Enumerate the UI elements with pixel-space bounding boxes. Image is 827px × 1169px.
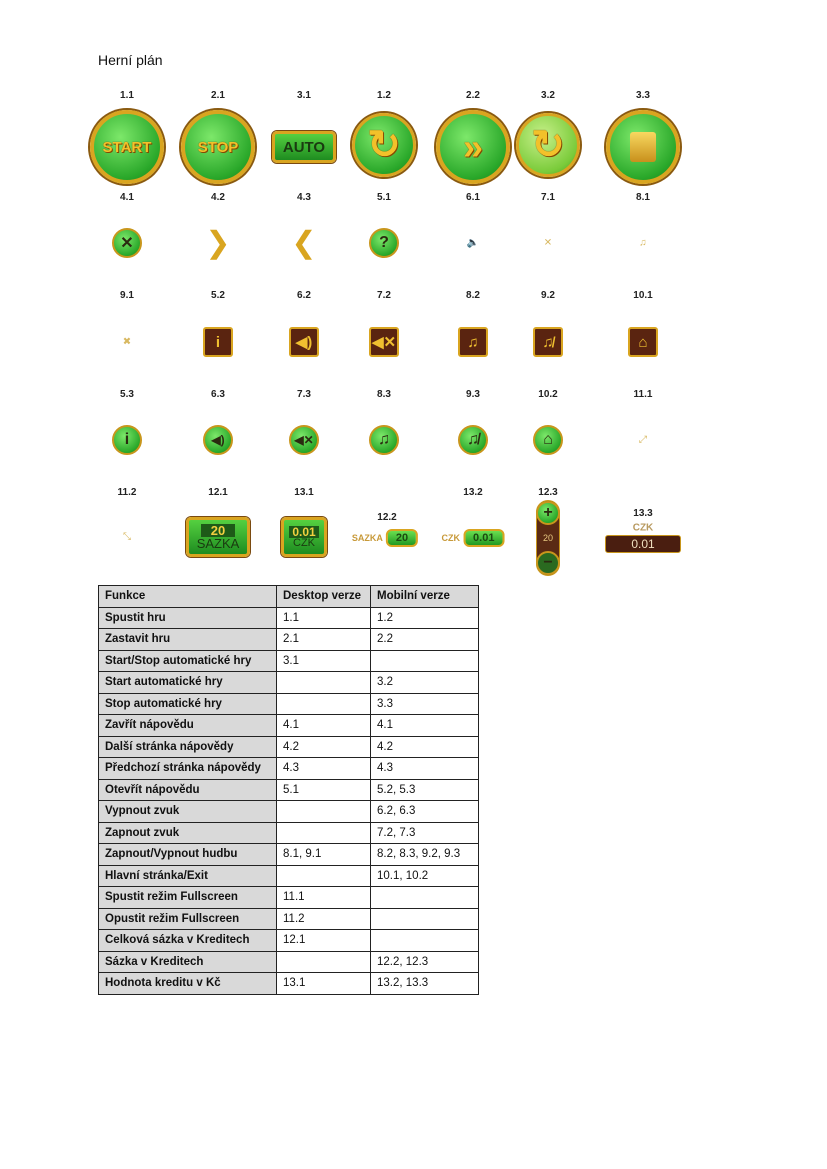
mobile-cell: 2.2: [371, 629, 479, 651]
fullscreen-exit-icon: ⤡: [123, 531, 131, 543]
mute-icon: ✕: [543, 237, 553, 249]
function-cell: Otevřít nápovědu: [99, 779, 277, 801]
function-cell: Spustit režim Fullscreen: [99, 887, 277, 909]
stop-button-icon: [181, 110, 255, 184]
column-header: Funkce: [99, 586, 277, 608]
table-row: [99, 629, 479, 651]
function-cell: Sázka v Kreditech: [99, 951, 277, 973]
sound-icon: 🔈: [466, 237, 480, 249]
minus-icon: −: [536, 551, 560, 575]
icon-number-label: 8.3: [377, 389, 391, 400]
table-row: [99, 908, 479, 930]
stop-square-icon: [606, 110, 680, 184]
function-cell: Spustit hru: [99, 607, 277, 629]
mobile-credit-field: [442, 529, 505, 547]
page-title: Herní plán: [98, 52, 163, 68]
icon-number-label: 5.2: [211, 290, 225, 301]
mobile-cell: 7.2, 7.3: [371, 822, 479, 844]
mobile-cell: 6.2, 6.3: [371, 801, 479, 823]
desktop-cell: 8.1, 9.1: [277, 844, 371, 866]
icon-number-label: 11.1: [633, 389, 653, 400]
icon-number-label: 10.1: [633, 290, 653, 301]
column-header: Desktop verze: [277, 586, 371, 608]
icon-number-label: 12.3: [538, 487, 558, 498]
icon-number-label: 6.2: [297, 290, 311, 301]
desktop-cell: 12.1: [277, 930, 371, 952]
mobile-cell: [371, 908, 479, 930]
icon-number-label: 6.3: [211, 389, 225, 400]
sound-circle-icon: ◀): [203, 425, 233, 455]
prev-page-knot-icon: ❮: [291, 226, 317, 260]
help-icon: ?: [369, 228, 399, 258]
function-cell: Zastavit hru: [99, 629, 277, 651]
desktop-cell: [277, 672, 371, 694]
icon-number-label: 13.2: [463, 487, 483, 498]
credit-label: CZK: [293, 536, 315, 549]
table-row: [99, 715, 479, 737]
column-header: Mobilní verze: [371, 586, 479, 608]
credit-pill: 0.01: [463, 529, 504, 547]
icon-number-label: 9.3: [466, 389, 480, 400]
function-cell: Hlavní stránka/Exit: [99, 865, 277, 887]
mobile-cell: 4.3: [371, 758, 479, 780]
icon-number-label: 10.2: [538, 389, 558, 400]
auto-button-icon: [272, 131, 336, 163]
icon-number-label: 9.2: [541, 290, 555, 301]
function-cell: Vypnout zvuk: [99, 801, 277, 823]
stop-label: STOP: [197, 138, 239, 156]
desktop-cell: [277, 693, 371, 715]
icon-number-label: 5.1: [377, 192, 391, 203]
icon-number-label: 4.3: [297, 192, 311, 203]
icon-number-label: 13.1: [294, 487, 314, 498]
icon-number-label: 6.1: [466, 192, 480, 203]
function-cell: Stop automatické hry: [99, 693, 277, 715]
mobile-cell: [371, 650, 479, 672]
table-row: [99, 779, 479, 801]
function-cell: Zapnout zvuk: [99, 822, 277, 844]
function-cell: Opustit režim Fullscreen: [99, 908, 277, 930]
icon-number-label: 7.3: [297, 389, 311, 400]
icon-number-label: 4.1: [120, 192, 134, 203]
mobile-bet-field: [352, 529, 418, 547]
function-cell: Start automatické hry: [99, 672, 277, 694]
auto-refresh-icon: ↻: [516, 113, 580, 177]
mobile-cell: 4.1: [371, 715, 479, 737]
mobile-cell: 12.2, 12.3: [371, 951, 479, 973]
mobile-cell: 3.3: [371, 693, 479, 715]
refresh-icon: ↻: [352, 113, 416, 177]
table-row: [99, 650, 479, 672]
desktop-cell: 3.1: [277, 650, 371, 672]
table-row: [99, 951, 479, 973]
mobile-cell: 10.1, 10.2: [371, 865, 479, 887]
icon-number-label: 11.2: [117, 487, 137, 498]
start-button-icon: [90, 110, 164, 184]
credit-currency-label: CZK: [632, 522, 654, 534]
desktop-cell: 5.1: [277, 779, 371, 801]
fast-forward-icon: »: [436, 110, 510, 184]
function-cell: Zapnout/Vypnout hudbu: [99, 844, 277, 866]
bet-stepper-icon: [536, 500, 560, 576]
table-row: [99, 844, 479, 866]
icon-number-label: 2.1: [211, 90, 225, 101]
desktop-cell: [277, 822, 371, 844]
sound-square-icon: ◀): [289, 327, 319, 357]
icon-number-label: 7.1: [541, 192, 555, 203]
music-icon: ♫: [639, 237, 647, 249]
icon-number-label: 8.1: [636, 192, 650, 203]
desktop-cell: 11.2: [277, 908, 371, 930]
icon-number-label: 3.1: [297, 90, 311, 101]
desktop-cell: [277, 951, 371, 973]
music-off-circle-icon: ♫̸: [458, 425, 488, 455]
home-circle-icon: ⌂: [533, 425, 563, 455]
bet-side-label: SAZKA: [351, 533, 383, 543]
mobile-cell: 13.2, 13.3: [371, 973, 479, 995]
mobile-cell: 8.2, 8.3, 9.2, 9.3: [371, 844, 479, 866]
mobile-cell: 3.2: [371, 672, 479, 694]
music-square-icon: ♫: [458, 327, 488, 357]
credit-value: 0.01: [289, 526, 318, 538]
next-page-knot-icon: ❯: [205, 226, 231, 260]
bet-value: 20: [201, 524, 235, 537]
table-row: [99, 930, 479, 952]
total-bet-icon: [186, 517, 250, 557]
bet-pill: 20: [386, 529, 418, 547]
mobile-cell: 4.2: [371, 736, 479, 758]
desktop-cell: 13.1: [277, 973, 371, 995]
icon-number-label: 5.3: [120, 389, 134, 400]
function-cell: Další stránka nápovědy: [99, 736, 277, 758]
desktop-cell: 4.2: [277, 736, 371, 758]
table-row: [99, 607, 479, 629]
function-cell: Zavřít nápovědu: [99, 715, 277, 737]
icon-number-label: 3.2: [541, 90, 555, 101]
table-row: [99, 887, 479, 909]
function-cell: Start/Stop automatické hry: [99, 650, 277, 672]
icon-number-label: 13.3: [633, 508, 653, 519]
table-row: [99, 758, 479, 780]
desktop-cell: [277, 801, 371, 823]
music-circle-icon: ♫: [369, 425, 399, 455]
table-row: [99, 822, 479, 844]
mobile-cell: [371, 930, 479, 952]
home-square-icon: ⌂: [628, 327, 658, 357]
desktop-cell: 1.1: [277, 607, 371, 629]
icon-number-label: 7.2: [377, 290, 391, 301]
icon-number-label: 12.2: [377, 512, 397, 523]
icon-number-label: 9.1: [120, 290, 134, 301]
credit-side-label: CZK: [441, 533, 461, 543]
table-row: [99, 736, 479, 758]
close-icon: ✕: [112, 228, 142, 258]
desktop-cell: [277, 865, 371, 887]
table-row: [99, 865, 479, 887]
icon-number-label: 3.3: [636, 90, 650, 101]
icon-number-label: 2.2: [466, 90, 480, 101]
stepper-value: 20: [542, 533, 553, 543]
mute-circle-icon: ◀✕: [289, 425, 319, 455]
icon-number-label: 4.2: [211, 192, 225, 203]
function-cell: Hodnota kreditu v Kč: [99, 973, 277, 995]
mobile-cell: 5.2, 5.3: [371, 779, 479, 801]
auto-label: AUTO: [282, 138, 326, 156]
table-row: [99, 973, 479, 995]
music-off-square-icon: ♫̸: [533, 327, 563, 357]
icon-number-label: 12.1: [208, 487, 228, 498]
function-cell: Předchozí stránka nápovědy: [99, 758, 277, 780]
desktop-cell: 11.1: [277, 887, 371, 909]
mobile-cell: 1.2: [371, 607, 479, 629]
desktop-cell: 2.1: [277, 629, 371, 651]
plus-icon: +: [536, 501, 560, 525]
desktop-cell: 4.3: [277, 758, 371, 780]
function-cell: Celková sázka v Kreditech: [99, 930, 277, 952]
info-circle-icon: i: [112, 425, 142, 455]
icon-number-label: 8.2: [466, 290, 480, 301]
table-row: [99, 801, 479, 823]
credit-value-icon: [281, 517, 327, 557]
table-row: [99, 693, 479, 715]
credit-dark-field: 0.01: [605, 535, 681, 553]
mute-square-icon: ◀✕: [369, 327, 399, 357]
table-row: [99, 672, 479, 694]
desktop-cell: 4.1: [277, 715, 371, 737]
function-table: [98, 585, 479, 995]
info-square-icon: i: [203, 327, 233, 357]
mobile-cell: [371, 887, 479, 909]
music-off-icon: ✖: [122, 336, 132, 348]
fullscreen-enter-icon: ⤢: [639, 434, 647, 446]
icon-number-label: 1.1: [120, 90, 134, 101]
bet-label: SAZKA: [196, 536, 240, 551]
icon-number-label: 1.2: [377, 90, 391, 101]
start-label: START: [102, 138, 152, 156]
